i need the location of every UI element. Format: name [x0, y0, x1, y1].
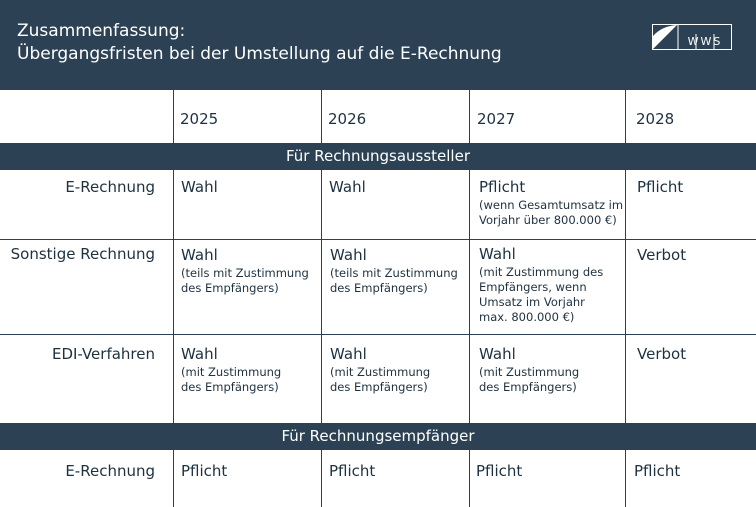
section-header-aussteller: Für Rechnungsaussteller — [0, 143, 756, 170]
cell-e-rechnung-2028: Pflicht — [637, 178, 684, 196]
header-banner — [0, 0, 756, 90]
row-label-edi-verfahren: EDI-Verfahren — [51, 345, 155, 363]
section-header-empfaenger: Für Rechnungsempfänger — [0, 423, 756, 450]
row-divider — [0, 334, 756, 335]
year-header-2027: 2027 — [477, 110, 516, 128]
row-label-sonstige-rechnung: Sonstige Rechnung — [10, 245, 155, 263]
year-header-2025: 2025 — [180, 110, 219, 128]
year-header-2026: 2026 — [328, 110, 367, 128]
cell-sonstige-2027: Wahl (mit Zustimmung des Empfängers, wenn Umsatz im Vorjahr max. 800.000 €) — [479, 245, 604, 324]
cell-empfaenger-2027: Pflicht — [476, 462, 523, 480]
row-label-e-rechnung: E-Rechnung — [65, 178, 155, 196]
cell-empfaenger-2026: Pflicht — [329, 462, 376, 480]
cell-empfaenger-2025: Pflicht — [181, 462, 228, 480]
row-divider — [0, 239, 756, 240]
cell-empfaenger-2028: Pflicht — [634, 462, 681, 480]
cell-e-rechnung-2026: Wahl — [329, 178, 366, 196]
cell-edi-2028: Verbot — [637, 345, 687, 363]
page-title-line-2: Übergangsfristen bei der Umstellung auf die E-Rechnung — [17, 44, 502, 64]
cell-edi-2025: Wahl (mit Zustimmung des Empfängers) — [181, 345, 282, 394]
cell-e-rechnung-2025: Wahl — [181, 178, 218, 196]
cell-edi-2027: Wahl (mit Zustimmung des Empfängers) — [479, 345, 580, 394]
cell-sonstige-2026: Wahl (teils mit Zustimmung des Empfängers) — [330, 246, 458, 295]
logo-text: WWS — [687, 35, 723, 48]
cell-e-rechnung-2027: Pflicht (wenn Gesamtumsatz im Vorjahr über 800.000 €) — [479, 178, 624, 227]
cell-sonstige-2025: Wahl (teils mit Zustimmung des Empfängers) — [181, 246, 309, 295]
row-label-empfaenger-e-rechnung: E-Rechnung — [65, 462, 155, 480]
cell-sonstige-2028: Verbot — [637, 246, 687, 264]
cell-edi-2026: Wahl (mit Zustimmung des Empfängers) — [330, 345, 431, 394]
year-header-2028: 2028 — [636, 110, 675, 128]
page-title-line-1: Zusammenfassung: — [17, 21, 186, 41]
